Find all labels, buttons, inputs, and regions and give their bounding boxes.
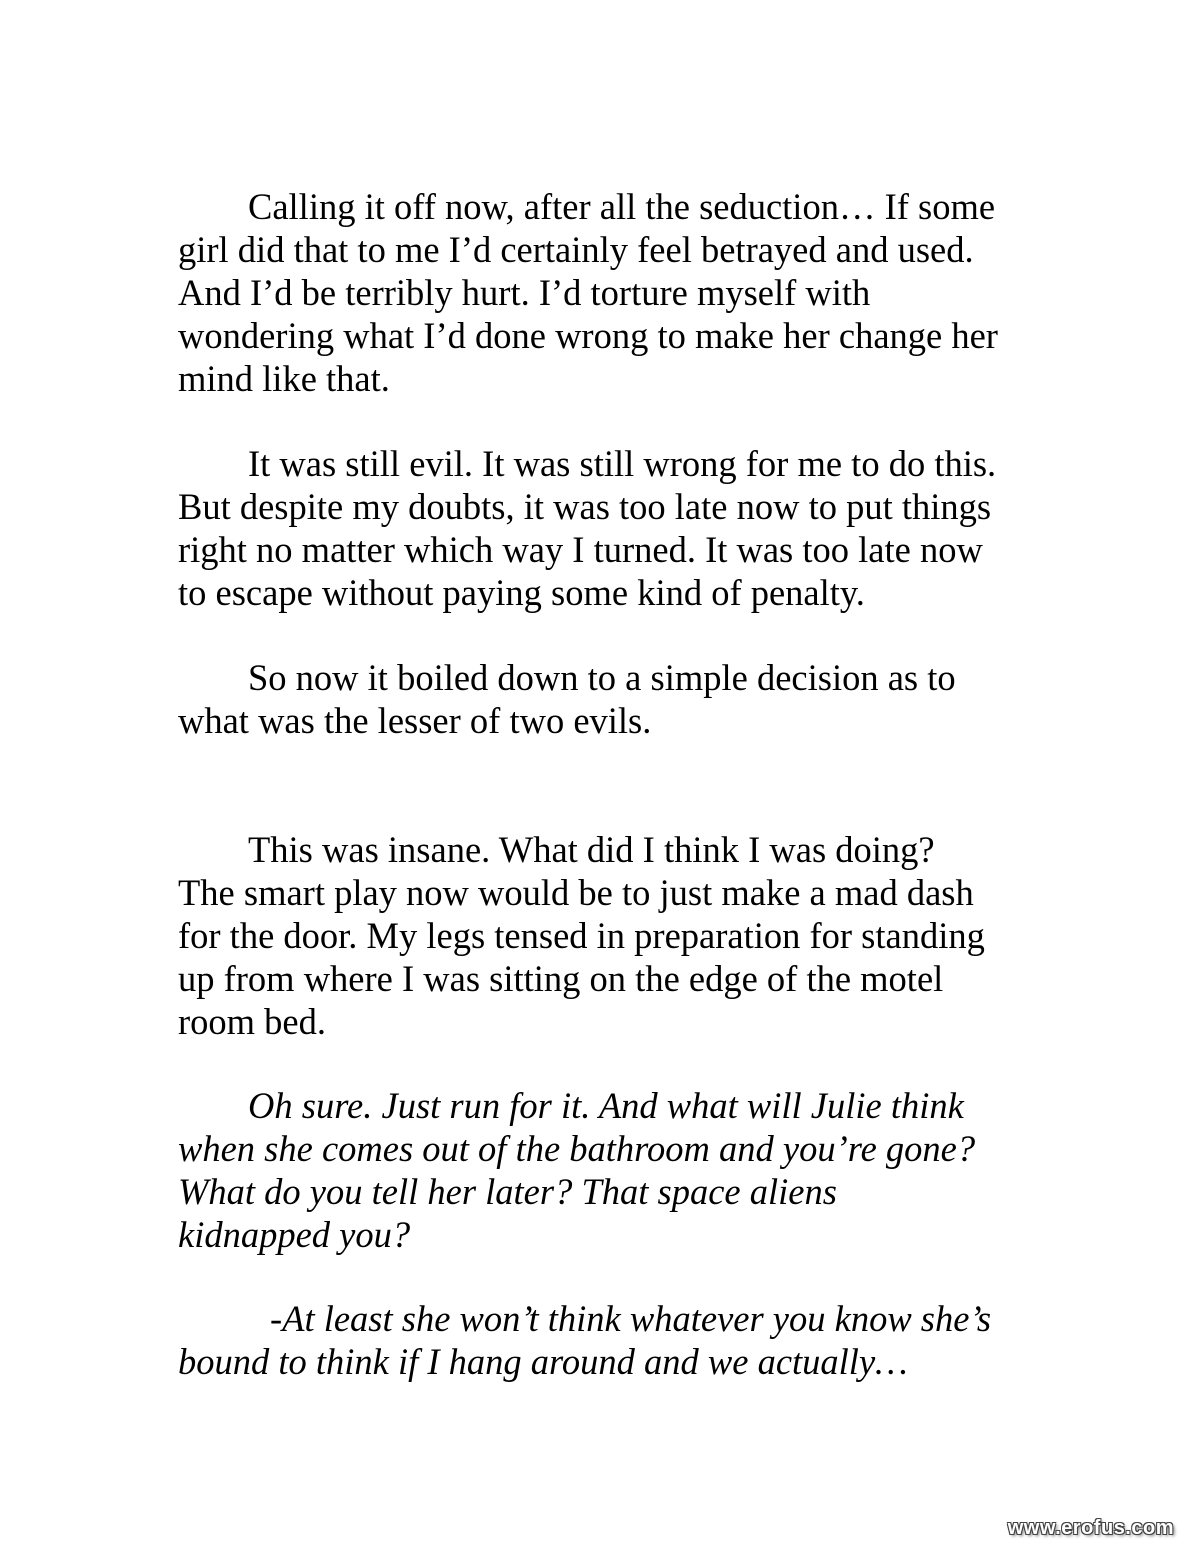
paragraph-6-italic <box>178 1297 1038 1383</box>
text-line: when she comes out of the bathroom and you’re gone? <box>178 1128 976 1169</box>
text-line: But despite my doubts, it was too late now to put things <box>178 486 992 527</box>
paragraph-5-italic <box>178 1084 1038 1256</box>
text-line: up from where I was sitting on the edge of the motel <box>178 958 944 999</box>
paragraph-1 <box>178 185 1038 400</box>
text-line: Calling it off now, after all the seduction… If some <box>248 186 996 227</box>
paragraph-4 <box>178 828 1038 1043</box>
site-watermark: www.erofus.com <box>1007 1517 1174 1539</box>
text-line: -At least she won’t think whatever you know she’s <box>270 1298 992 1339</box>
text-line: to escape without paying some kind of penalty. <box>178 572 865 613</box>
text-line: Oh sure. Just run for it. And what will Julie think <box>248 1085 964 1126</box>
text-line: for the door. My legs tensed in preparation for standing <box>178 915 985 956</box>
text-line: bound to think if I hang around and we actually… <box>178 1341 908 1382</box>
text-line: room bed. <box>178 1001 326 1042</box>
paragraph-3 <box>178 656 1038 742</box>
text-line: girl did that to me I’d certainly feel betrayed and used. <box>178 229 974 270</box>
text-line: This was insane. What did I think I was doing? <box>248 829 935 870</box>
text-line: mind like that. <box>178 358 390 399</box>
text-line: And I’d be terribly hurt. I’d torture myself with <box>178 272 871 313</box>
text-line: what was the lesser of two evils. <box>178 700 652 741</box>
text-line: It was still evil. It was still wrong for me to do this. <box>248 443 997 484</box>
text-line: What do you tell her later? That space aliens <box>178 1171 837 1212</box>
paragraph-2 <box>178 442 1038 614</box>
text-line: right no matter which way I turned. It was too late now <box>178 529 983 570</box>
text-line: The smart play now would be to just make a mad dash <box>178 872 974 913</box>
text-line: wondering what I’d done wrong to make her change her <box>178 315 998 356</box>
text-line: So now it boiled down to a simple decision as to <box>248 657 956 698</box>
text-line: kidnapped you? <box>178 1214 411 1255</box>
